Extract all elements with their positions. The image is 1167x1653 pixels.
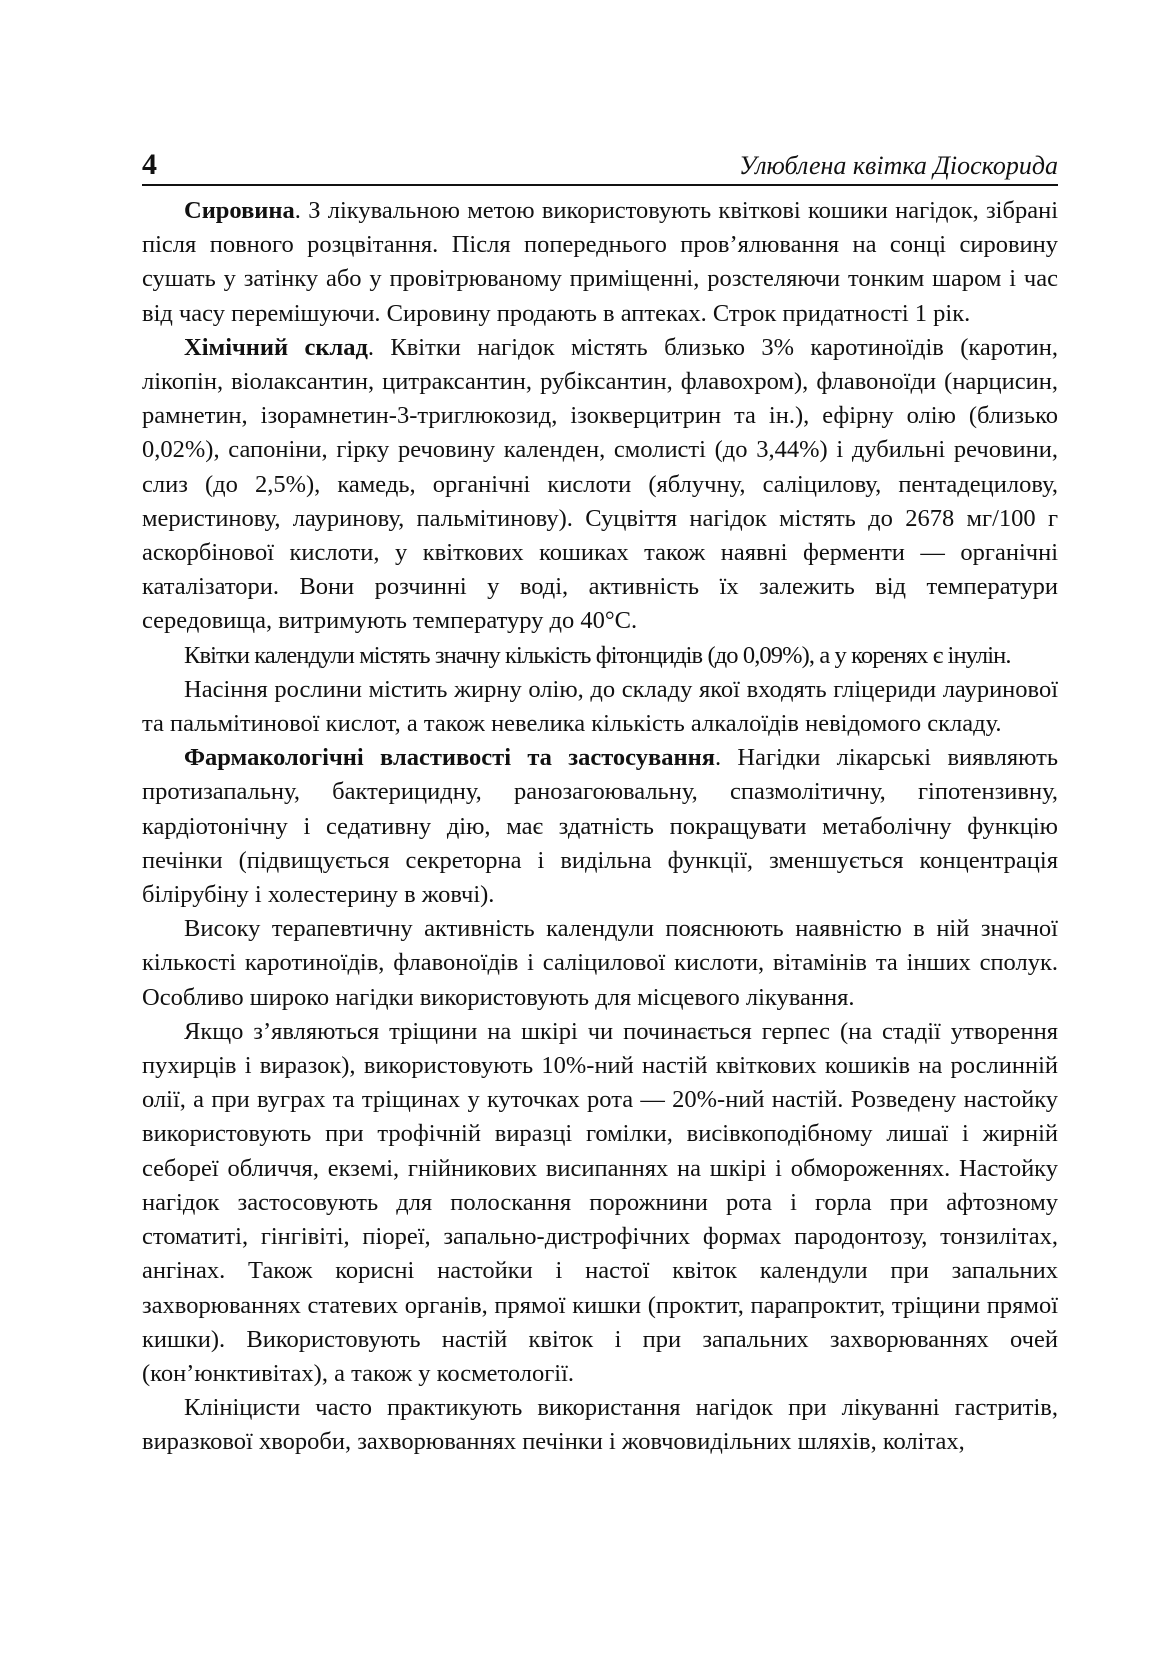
paragraph-text: Якщо з’являються тріщини на шкірі чи починається герпес (на стадії утворення пухирців і виразок), використовують 10%-ний настій квіткових кошиків на рослинній олії, а при вуграх та тріщинах у куточках рота — 20%-ний настій. Розведену настойку використовують при трофічній виразці гомілки, висівкоподібному лишаї і жирній себореї обличчя, екземі, гнійникових висипаннях на шкірі і обмороженнях. Настойку нагідок застосовують для полоскання порожнини рота і горла при афтозному стоматиті, гінгівіті, піореї, запально-дистрофічних формах пародонтозу, тонзилітах, ангінах. Також корисні настойки і настої квіток календули при запальних захворюваннях статевих органів, прямої кишки (проктит, парапроктит, тріщини прямої кишки). Використовують настій квіток і при запальних захворюваннях очей (кон’юнктивітах), а також у косметології. <box>142 1017 1058 1387</box>
paragraph-chemical-composition <box>142 331 1058 639</box>
paragraph-text: Квітки календули містять значну кількість фітонцидів (до 0,09%), а у коренях є інулін. <box>184 641 1011 669</box>
paragraph-external-use <box>142 1015 1058 1391</box>
paragraph-clinical-use <box>142 1391 1058 1459</box>
paragraph-phytoncides <box>142 639 1058 673</box>
paragraph-text: Насіння рослини містить жирну олію, до складу якої входять гліцериди лауринової та пальмітинової кислот, а також невелика кількість алкалоїдів невідомого складу. <box>142 675 1058 738</box>
running-title: Улюблена квітка Діоскорида <box>739 151 1058 180</box>
running-header <box>142 140 1058 186</box>
paragraph-pharmacology <box>142 741 1058 912</box>
page-number: 4 <box>142 148 157 181</box>
book-page <box>142 140 1058 1460</box>
paragraph-heading: Сировина <box>184 197 295 224</box>
paragraph-heading: Фармакологічні властивості та застосування <box>184 744 715 772</box>
paragraph-text: Високу терапевтичну активність календули пояснюють наявністю в ній значної кількості каротиноїдів, флавоноїдів і саліцилової кислоти, вітамінів та інших сполук. Особливо широко нагідки використовують для місцевого лікування. <box>142 915 1058 1011</box>
paragraph-text: . З лікувальною метою використовують квіткові кошики нагідок, зібрані після повного розцвітання. Після попереднього пров’ялювання на сонці сировину сушать у затінку або у провітрюваному приміщенні, розстеляючи тонким шаром і час від часу перемішуючи. Сировину продають в аптеках. Строк придатності 1 рік. <box>142 197 1058 327</box>
paragraph-text: Клініцисти часто практикують використання нагідок при лікуванні гастритів, виразкової хвороби, захворюваннях печінки і жовчовидільних шляхів, колітах, <box>142 1394 1058 1456</box>
paragraph-heading: Хімічний склад <box>184 333 368 361</box>
paragraph-text: . Квітки нагідок містять близько 3% каротиноїдів (каротин, лікопін, віолаксантин, цитраксантин, рубіксантин, флавохром), флавоноїди (нарцисин, рамнетин, ізорамнетин-3-триглюкозид, ізокверцитрин та ін.), ефірну олію (близько 0,02%), сапоніни, гірку речовину календен, смолисті (до 3,44%) і дубильні речовини, слиз (до 2,5%), камедь, органічні кислоти (яблучну, саліцилову, пентадецилову, меристинову, лауринову, пальмітинову). Суцвіття нагідок містять до 2678 мг/100 г аскорбінової кислоти, у квіткових кошиках також наявні ферменти — органічні каталізатори. Вони розчинні у воді, активність їх залежить від температури середовища, витримують температуру до 40°С. <box>142 333 1058 635</box>
paragraph-therapeutic-activity <box>142 912 1058 1015</box>
paragraph-raw-material <box>142 194 1058 331</box>
paragraph-seeds <box>142 673 1058 741</box>
paragraph-text: . Нагідки лікарські виявляють протизапальну, бактерицидну, ранозагоювальну, спазмолітичну, гіпотензивну, кардіотонічну і седативну дію, має здатність покращувати метаболічну функцію печінки (підвищується секреторна і видільна функції, зменшується концентрація білірубіну і холестерину в жовчі). <box>142 744 1059 909</box>
body-text <box>142 194 1058 1460</box>
